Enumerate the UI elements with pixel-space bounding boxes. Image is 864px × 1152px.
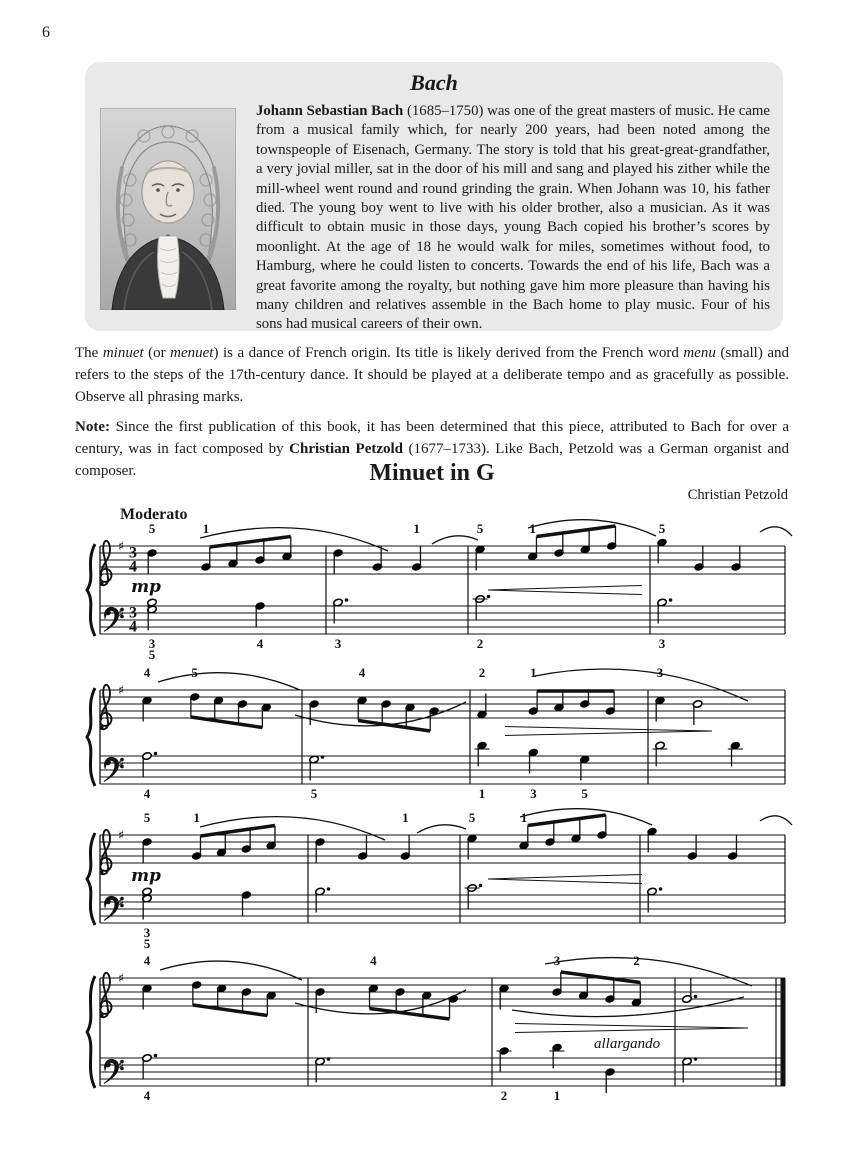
grand-staff-brace — [87, 544, 95, 636]
svg-text:♯: ♯ — [117, 971, 125, 987]
svg-text:1: 1 — [529, 521, 536, 536]
svg-text:1: 1 — [478, 786, 486, 801]
svg-text:1: 1 — [553, 1088, 561, 1103]
svg-text:5: 5 — [658, 521, 666, 536]
phrase-slur — [545, 958, 752, 986]
phrase-slur — [512, 997, 744, 1017]
phrase-slur — [417, 825, 466, 833]
page-number: 6 — [42, 24, 50, 41]
dynamic-marking: mp — [131, 866, 161, 886]
final-barline — [781, 978, 786, 1086]
svg-text:3: 3 — [658, 636, 666, 651]
svg-text:3: 3 — [129, 604, 137, 622]
svg-text:4: 4 — [370, 953, 377, 968]
piece-title: Minuet in G — [369, 460, 495, 486]
svg-text:4: 4 — [358, 665, 366, 680]
phrase-slur — [158, 673, 300, 690]
svg-text:4: 4 — [129, 618, 137, 636]
svg-text:5: 5 — [310, 786, 318, 801]
svg-text:4: 4 — [129, 558, 137, 576]
phrase-slur — [432, 536, 478, 544]
phrase-slur — [160, 961, 302, 980]
svg-text:3: 3 — [148, 636, 156, 651]
note-paragraph: Note: Since the first publication of this book, it has been determined that this piece, attributed to Bach for over a century, was in fact composed by Christian Petzold (1677–1733). Like Bach, Petzold was a German organist and composer. — [75, 419, 789, 479]
svg-text:1: 1 — [520, 810, 528, 825]
svg-text:♯: ♯ — [117, 895, 125, 911]
svg-text:♯: ♯ — [117, 683, 125, 699]
svg-text:♯: ♯ — [117, 828, 125, 844]
svg-text:5: 5 — [143, 810, 151, 825]
svg-text:5: 5 — [148, 647, 156, 662]
svg-text:3: 3 — [656, 665, 664, 680]
svg-text:1: 1 — [193, 810, 200, 825]
svg-text:3: 3 — [143, 925, 151, 940]
grand-staff-brace — [87, 976, 95, 1088]
svg-text:♯: ♯ — [117, 539, 125, 555]
svg-text:♯: ♯ — [117, 606, 125, 622]
system-4 — [87, 953, 786, 1103]
svg-text:4: 4 — [143, 953, 151, 968]
bio-title: Bach — [410, 70, 458, 95]
svg-text:1: 1 — [402, 810, 409, 825]
svg-text:1: 1 — [202, 521, 210, 536]
phrase-slur — [760, 527, 792, 536]
svg-text:2: 2 — [633, 953, 640, 968]
svg-text:2: 2 — [476, 636, 484, 651]
svg-text:5: 5 — [191, 665, 198, 680]
svg-text:3: 3 — [530, 786, 537, 801]
svg-text:5: 5 — [476, 521, 484, 536]
composer-credit: Christian Petzold — [687, 487, 788, 503]
svg-text:2: 2 — [500, 1088, 508, 1103]
system-1 — [87, 520, 792, 662]
grand-staff-brace — [87, 833, 95, 925]
bio-text: Johann Sebastian Bach (1685–1750) was one of the great masters of music. He came from a musical family which, for nearly 200 years, had been noted among the townspeople of Eisenach, Germany. The story is told that his great-great-grandfather, a very jovial miller, sat in the door of his mill and sang and played his zither while the mill-wheel went round and round grinding the grain. When Johann was 10, his father died. The young boy went to live with his older brother, also a musician. As it was difficult to obtain music in those days, young Bach copied his brother’s scores by moonlight. At the age of 18 he would walk for miles, sometimes without food, to Hamburg, where he could listen to concerts. Towards the end of his life, Bach was a great favorite among the royalty, but nothing gave him more pleasure than having his many children and relatives assemble in the Bach home to play music. Four of his sons had musical careers of their own. — [256, 103, 770, 333]
phrase-slur — [535, 669, 748, 701]
svg-text:♯: ♯ — [117, 756, 125, 772]
phrase-slur — [760, 816, 792, 825]
svg-text:3: 3 — [553, 953, 561, 968]
phrase-slur — [200, 817, 385, 840]
svg-text:4: 4 — [143, 1088, 151, 1103]
svg-text:4: 4 — [143, 786, 151, 801]
svg-text:3: 3 — [334, 636, 342, 651]
svg-text:2: 2 — [478, 665, 486, 680]
minuet-paragraph: The minuet (or menuet) is a dance of French origin. Its title is likely derived from the French word menu (small) and refers to the steps of the 17th-century dance. It should be played at a deliberate tempo and as gracefully as possible. Observe all phrasing marks. — [75, 345, 789, 405]
svg-text:♯: ♯ — [117, 1058, 125, 1074]
svg-text:4: 4 — [256, 636, 264, 651]
svg-text:5: 5 — [581, 786, 588, 801]
system-3 — [87, 809, 792, 951]
svg-text:5: 5 — [468, 810, 476, 825]
phrase-slur — [200, 528, 388, 551]
svg-text:1: 1 — [413, 521, 420, 536]
system-2 — [87, 665, 785, 801]
tempo-marking: Moderato — [120, 506, 188, 523]
svg-text:3: 3 — [129, 544, 137, 562]
svg-text:4: 4 — [143, 665, 151, 680]
allargando-marking: allargando — [594, 1036, 661, 1052]
svg-text:5: 5 — [143, 936, 151, 951]
grand-staff-brace — [87, 688, 95, 786]
svg-text:5: 5 — [148, 521, 156, 536]
dynamic-marking: mp — [131, 577, 161, 597]
svg-text:1: 1 — [530, 665, 537, 680]
